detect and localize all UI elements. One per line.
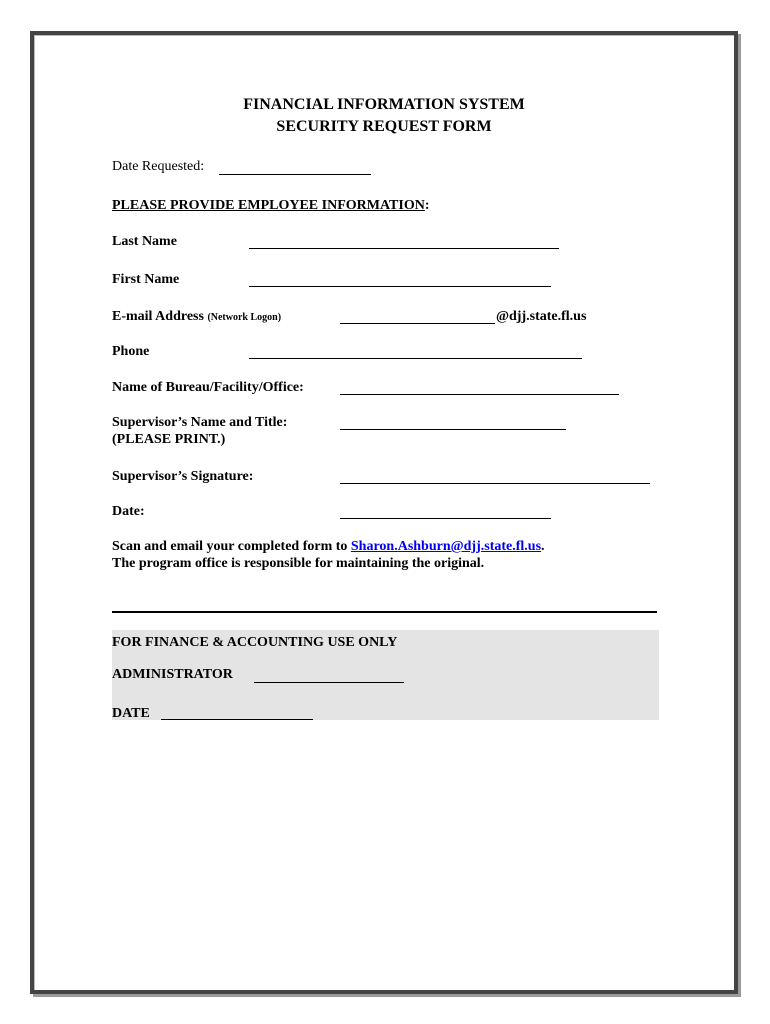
last-name-label: Last Name — [112, 234, 177, 249]
administrator-label: ADMINISTRATOR — [112, 667, 233, 682]
section-heading: PLEASE PROVIDE EMPLOYEE INFORMATION: — [112, 198, 430, 213]
form-title-line2: SECURITY REQUEST FORM — [276, 118, 492, 135]
phone-blank[interactable] — [249, 358, 582, 359]
date-label: Date: — [112, 504, 145, 519]
form-title-line1: FINANCIAL INFORMATION SYSTEM — [243, 96, 525, 113]
email-domain: @djj.state.fl.us — [496, 309, 587, 324]
last-name-blank[interactable] — [249, 248, 559, 249]
email-note: (Network Logon) — [207, 312, 282, 323]
first-name-label: First Name — [112, 272, 180, 287]
bureau-blank[interactable] — [340, 394, 619, 395]
email-blank[interactable] — [340, 323, 495, 324]
supervisor-print-note: (PLEASE PRINT.) — [112, 432, 226, 447]
bureau-label: Name of Bureau/Facility/Office: — [112, 380, 304, 395]
supervisor-name-blank[interactable] — [340, 429, 566, 430]
date-requested-blank[interactable] — [219, 174, 371, 175]
supervisor-signature-blank[interactable] — [340, 483, 650, 484]
first-name-blank[interactable] — [249, 286, 551, 287]
date-requested-label: Date Requested: — [112, 159, 205, 174]
administrator-blank[interactable] — [254, 682, 404, 683]
office-use-heading: FOR FINANCE & ACCOUNTING USE ONLY — [112, 635, 398, 650]
supervisor-name-label: Supervisor’s Name and Title: — [112, 415, 288, 430]
email-label: E-mail Address (Network Logon) — [112, 309, 282, 324]
phone-label: Phone — [112, 344, 150, 359]
email-link[interactable]: Sharon.Ashburn@djj.state.fl.us — [350, 539, 542, 554]
office-date-blank[interactable] — [161, 719, 313, 720]
form-page — [30, 31, 738, 994]
supervisor-signature-label: Supervisor’s Signature: — [112, 469, 254, 484]
instructions-line1: Scan and email your completed form to Sharon.Ashburn@djj.state.fl.us. — [112, 539, 545, 554]
section-divider — [112, 611, 657, 613]
date-blank[interactable] — [340, 518, 551, 519]
instructions-line2: The program office is responsible for maintaining the original. — [112, 556, 485, 571]
office-date-label: DATE — [112, 706, 150, 721]
